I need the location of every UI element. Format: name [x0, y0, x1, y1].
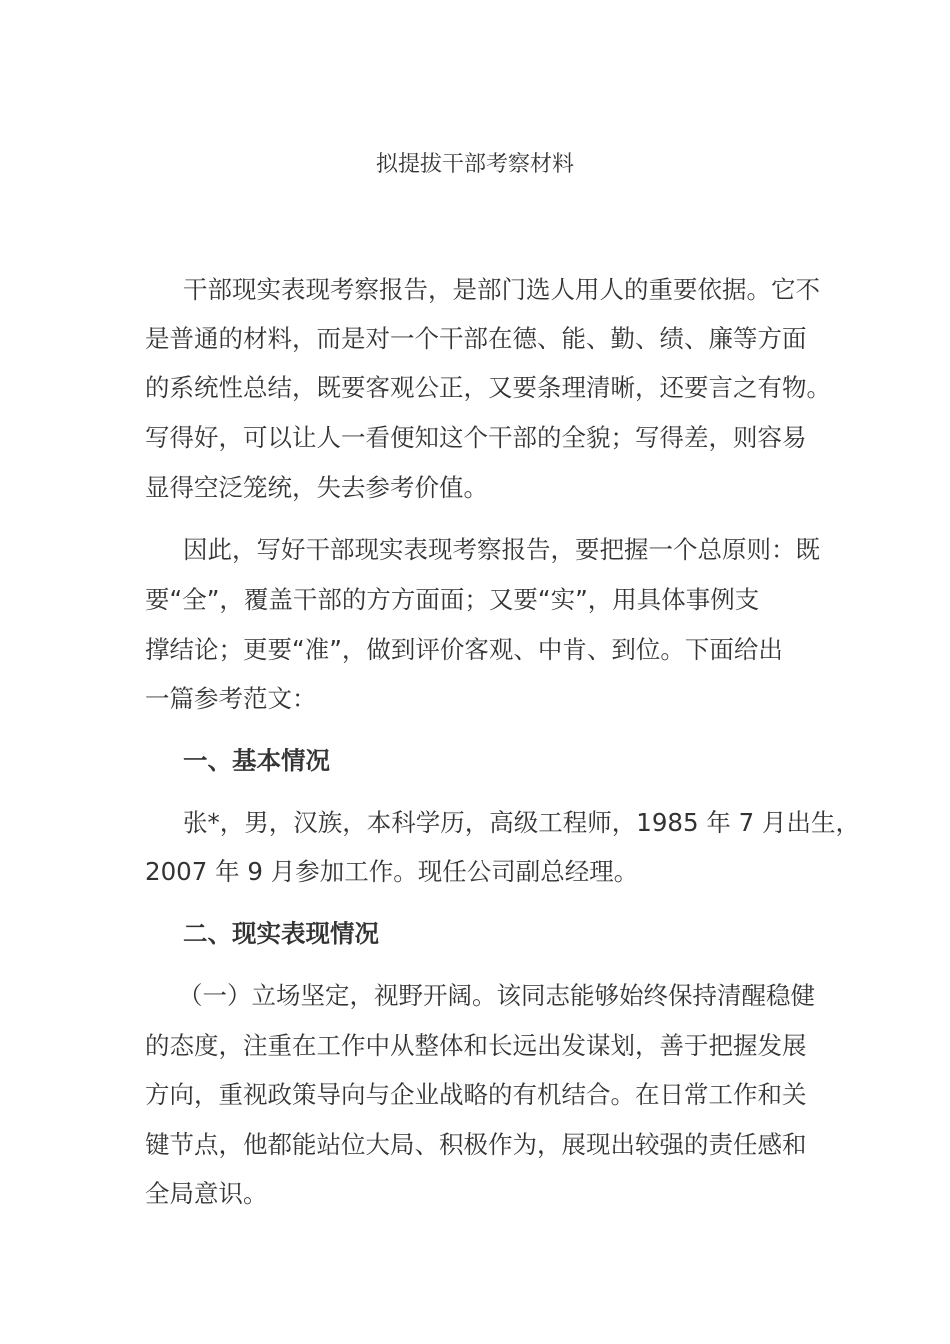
text-line: 干部现实表现考察报告，是部门选人用人的重要依据。它不: [183, 275, 820, 304]
section-heading-performance: 二、现实表现情况: [183, 919, 379, 948]
text-line: 张*，男，汉族，本科学历，高级工程师，1985 年 7 月出生，: [183, 808, 861, 837]
section-heading-basic-info: 一、基本情况: [183, 746, 330, 775]
text-line: 一篇参考范文：: [145, 684, 317, 713]
text-line: 显得空泛笼统，失去参考价值。: [145, 473, 488, 502]
text-line: 的态度，注重在工作中从整体和长远出发谋划，善于把握发展: [145, 1031, 807, 1060]
text-line: 写得好，可以让人一看便知这个干部的全貌；写得差，则容易: [145, 423, 807, 452]
text-line: 键节点，他都能站位大局、积极作为，展现出较强的责任感和: [145, 1130, 807, 1159]
text-line: 因此，写好干部现实表现考察报告，要把握一个总原则：既: [183, 535, 820, 564]
text-line: 是普通的材料，而是对一个干部在德、能、勤、绩、廉等方面: [145, 324, 807, 353]
text-line: 方向，重视政策导向与企业战略的有机结合。在日常工作和关: [145, 1080, 807, 1109]
document-title: 拟提拔干部考察材料: [375, 152, 574, 177]
text-line: （一）立场坚定，视野开阔。该同志能够始终保持清醒稳健: [178, 981, 815, 1010]
text-line: 要“全”，覆盖干部的方方面面；又要“实”，用具体事例支: [145, 585, 760, 614]
text-line: 的系统性总结，既要客观公正，又要条理清晰，还要言之有物。: [145, 373, 831, 402]
text-line: 全局意识。: [145, 1179, 268, 1208]
text-line: 2007 年 9 月参加工作。现任公司副总经理。: [145, 857, 639, 886]
text-line: 撑结论；更要“准”，做到评价客观、中肯、到位。下面给出: [145, 635, 783, 664]
